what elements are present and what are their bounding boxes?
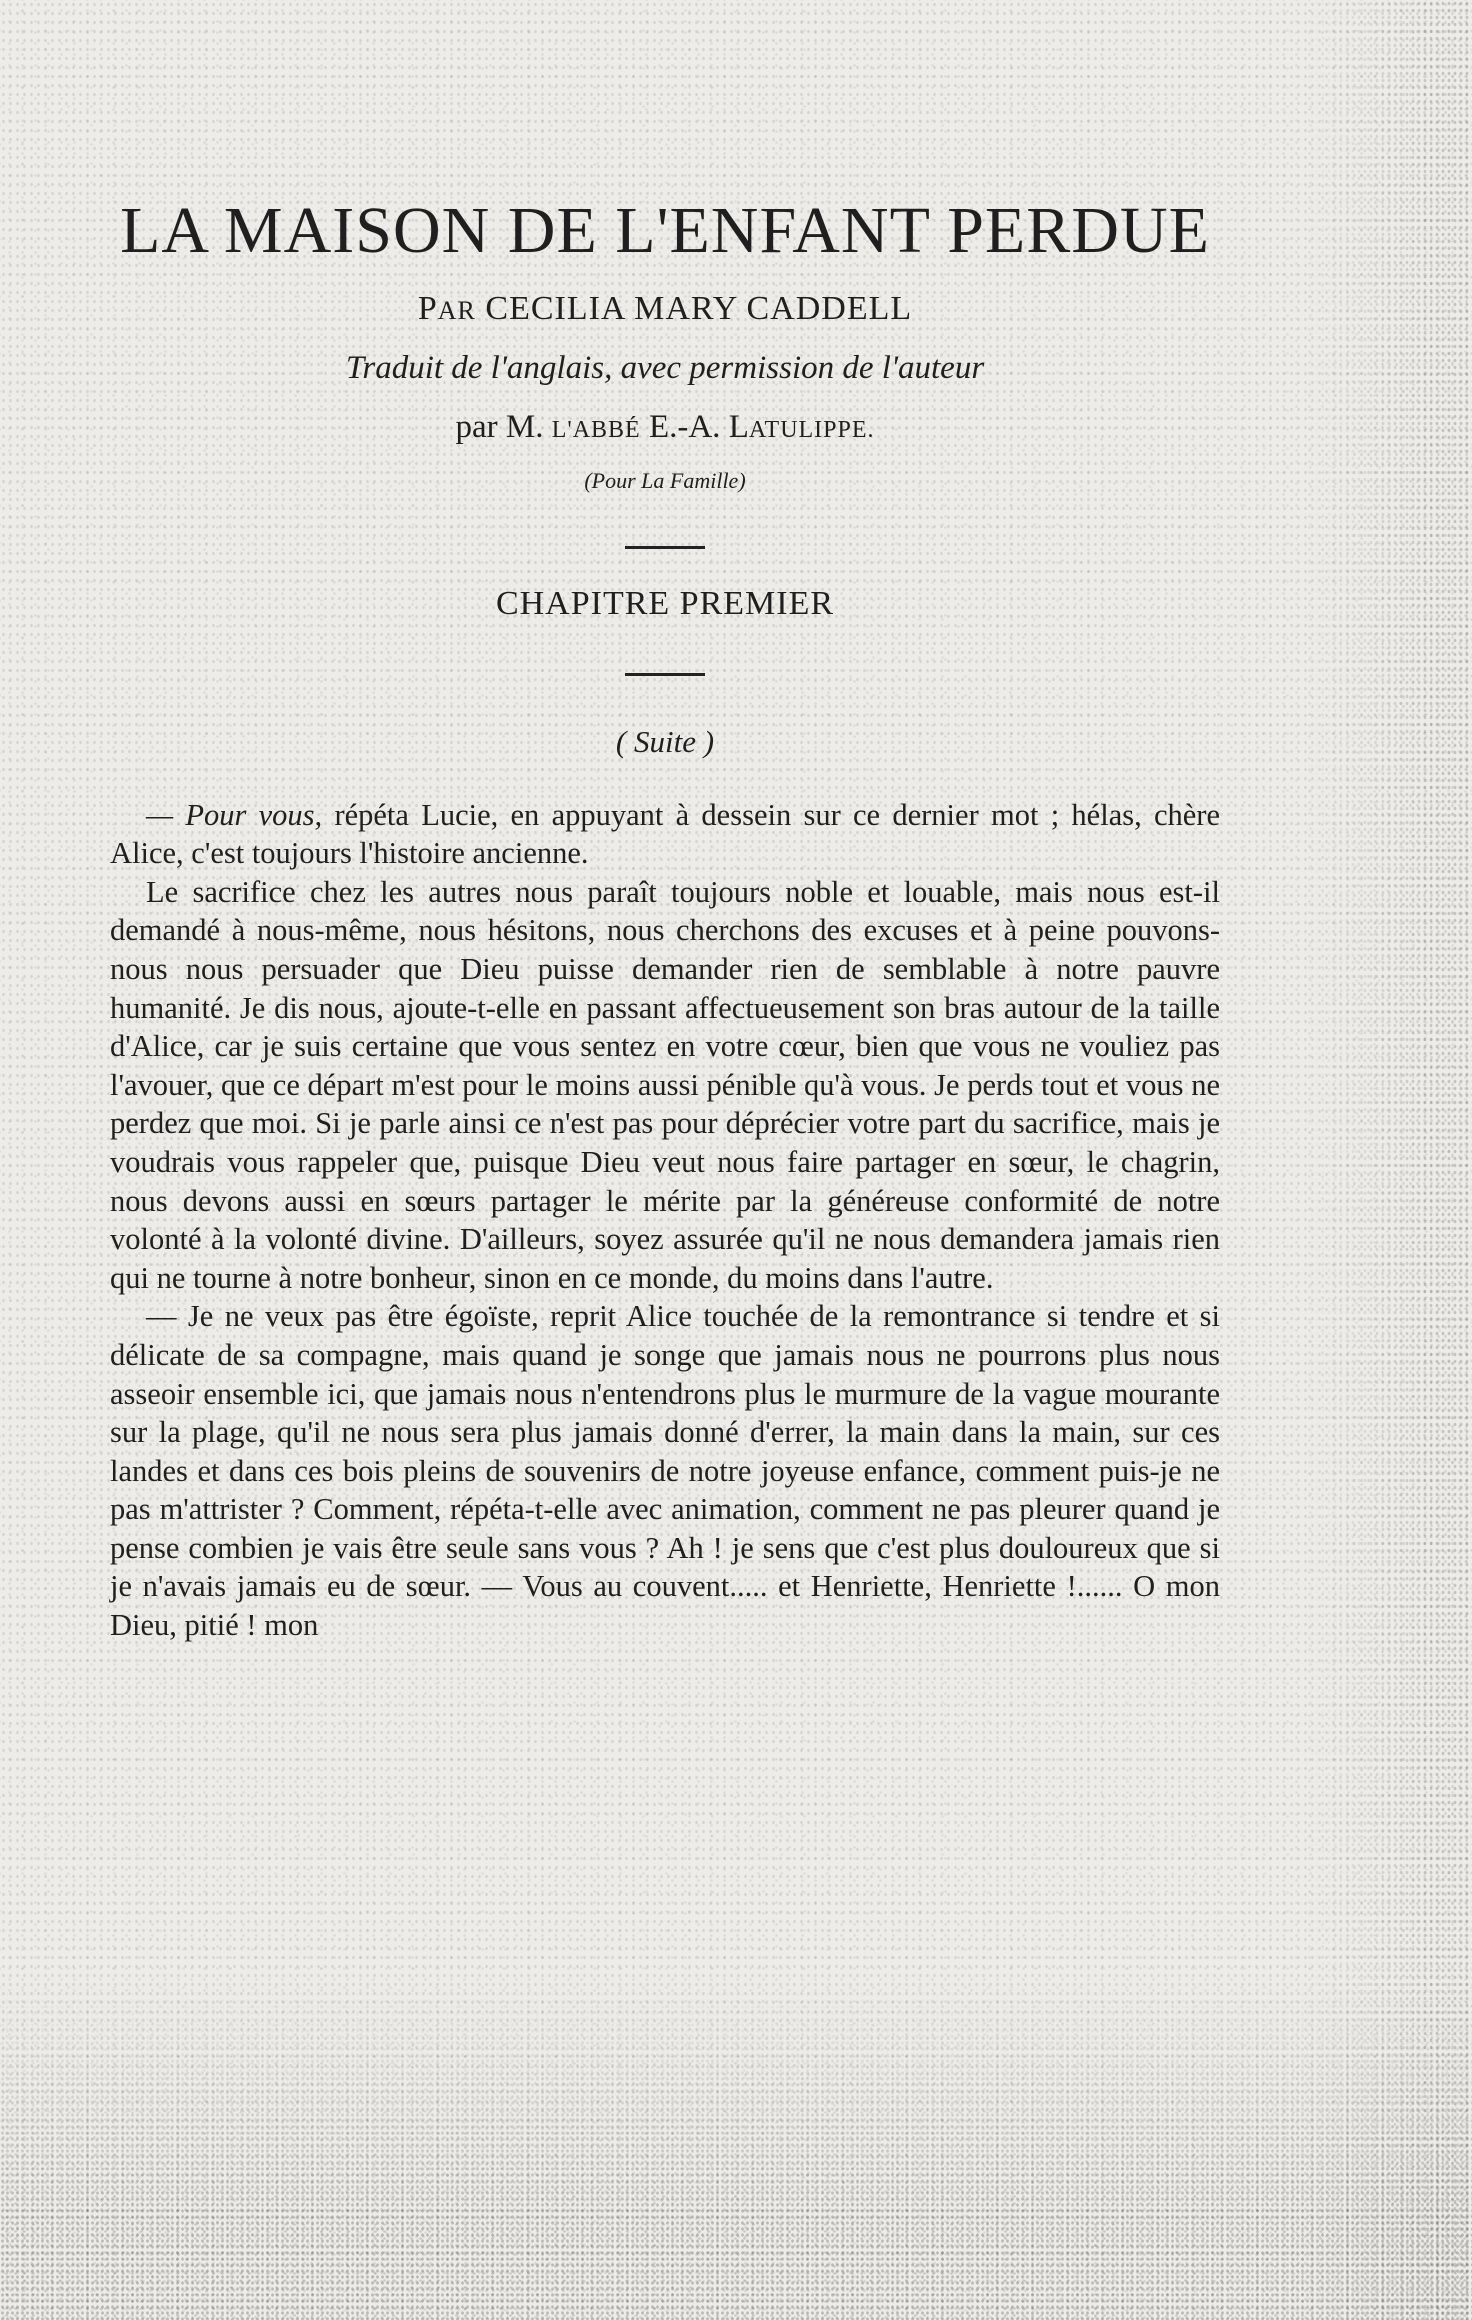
author-name: CECILIA MARY CADDELL (485, 289, 913, 327)
translator-surname-initial: L (728, 408, 749, 445)
paragraph-italic-lead: — Pour vous, (146, 797, 323, 832)
body-text (110, 796, 1220, 1645)
translator-line (110, 409, 1220, 446)
author-prefix-rest: AR (437, 295, 476, 325)
author-prefix-initial: P (417, 289, 438, 327)
paragraph (110, 796, 1220, 873)
author-line (110, 290, 1220, 328)
translator-prefix: par M. (455, 408, 544, 445)
source-note (110, 468, 1220, 494)
source-open: (Pour (584, 467, 642, 493)
translator-initials: E.-A. (648, 408, 721, 445)
chapter-title: CHAPITRE PREMIER (495, 584, 835, 622)
translator-abbe: L'ABBÉ (551, 416, 641, 443)
page-title: LA MAISON DE L'ENFANT PERDUE (120, 194, 1210, 267)
source-name: La Famille (641, 467, 739, 493)
source-close: ) (738, 467, 746, 493)
continuation-label: ( Suite ) (615, 723, 715, 759)
paragraph-text: répéta Lucie, en appuyant à dessein sur ce dernier mot ; hélas, chère Alice, c'est toujours l'histoire ancienne. (110, 797, 1221, 871)
translator-surname-rest: ATULIPPE. (748, 416, 875, 443)
translation-note: Traduit de l'anglais, avec permission de l'auteur (345, 349, 985, 386)
paragraph: Le sacrifice chez les autres nous paraît toujours noble et louable, mais nous est-il demandé à nous-même, nous hésitons, nous cherchons des excuses et à peine pouvons-nous nous persuader que Dieu puisse demander rien de semblable à notre pauvre humanité. Je dis nous, ajoute-t-elle en passant affectueusement son bras autour de la taille d'Alice, car je suis certaine que vous sentez en votre cœur, bien que vous ne vouliez pas l'avouer, que ce départ m'est pour le moins aussi pénible qu'à vous. Je perds tout et vous ne perdez que moi. Si je parle ainsi ce n'est pas pour déprécier votre part du sacrifice, mais je voudrais vous rappeler que, puisque Dieu veut nous faire partager en sœur, le chagrin, nous devons aussi en sœurs partager le mérite par la généreuse conformité de notre volonté à la volonté divine. D'ailleurs, soyez assurée qu'il ne nous demandera jamais rien qui ne tourne à notre bonheur, sinon en ce monde, du moins dans l'autre. (110, 874, 1220, 1295)
paragraph: — Je ne veux pas être égoïste, reprit Alice touchée de la remontrance si tendre et si délicate de sa compagne, mais quand je songe que jamais nous ne pourrons plus nous asseoir ensemble ici, que jamais nous n'entendrons plus le murmure de la vague mourante sur la plage, qu'il ne nous sera plus jamais donné d'errer, la main dans la main, sur ces landes et dans ces bois pleins de souvenirs de notre joyeuse enfance, comment puis-je ne pas m'attrister ? Comment, répéta-t-elle avec animation, comment ne pas pleurer quand je pense combien je vais être seule sans vous ? Ah ! je sens que c'est plus douloureux que si je n'avais jamais eu de sœur. — Vous au couvent..... et Henriette, Henriette !...... O mon Dieu, pitié ! mon (110, 1299, 1220, 1643)
divider-rule (625, 546, 705, 549)
divider-rule (625, 673, 705, 676)
document-page (110, 195, 1220, 1645)
